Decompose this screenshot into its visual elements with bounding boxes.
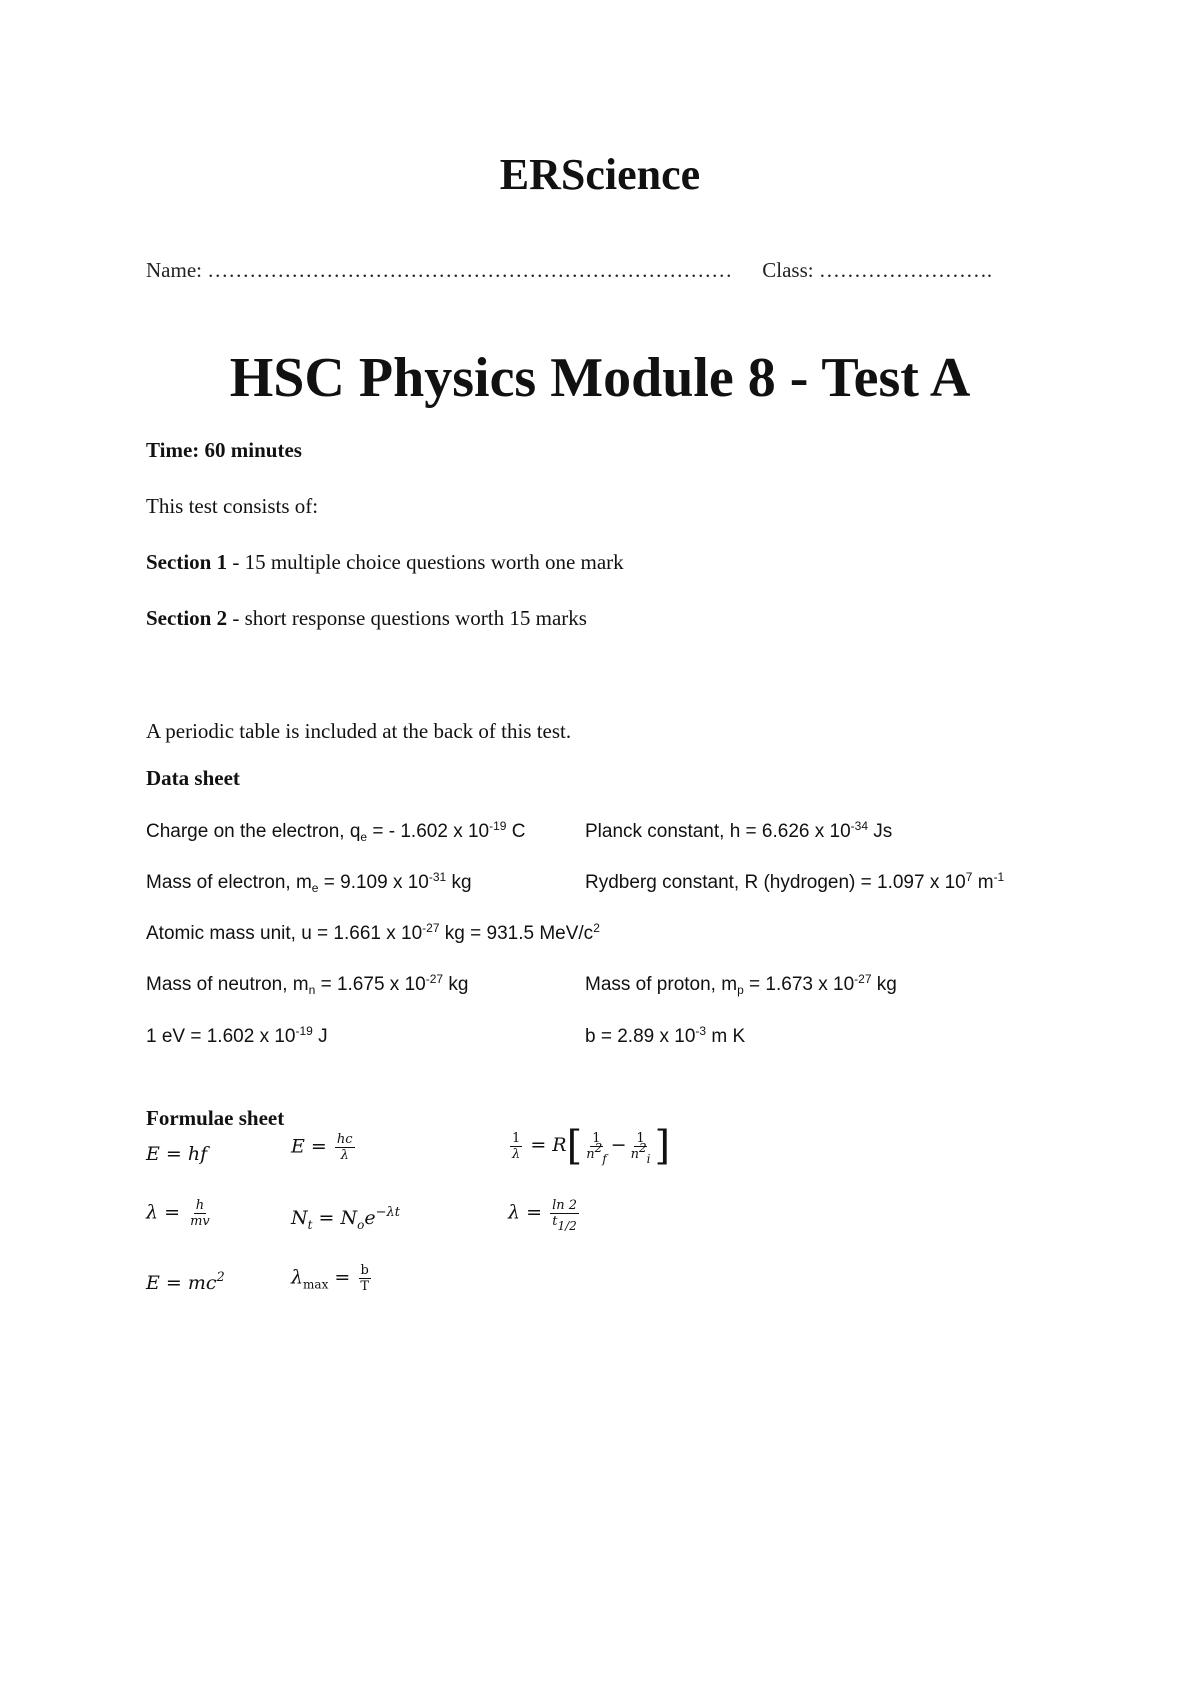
formula-radioactive-decay: $N_t = N_oe^{-\lambda t}$ xyxy=(291,1205,400,1232)
formula-decay-constant: λ = $\frac{\ln 2}{t_{1/2}}$ xyxy=(508,1198,577,1233)
section-1 xyxy=(146,548,624,576)
formula-wien-law: $\lambda_{max}$ = $\frac{b}{T}$ xyxy=(291,1263,370,1294)
section-2 xyxy=(146,604,587,632)
electron-volt: 1 eV = 1.602 x $10^{-19}$ J xyxy=(146,1024,328,1047)
section-2-text: - short response questions worth 15 marks xyxy=(227,606,587,630)
rydberg-constant: Rydberg constant, R (hydrogen) = 1.097 x $10^7$ $m^{-1}$ xyxy=(585,870,1005,893)
mass-proton: Mass of proton, $m_p = 1.673$ x $10^{-27}$ kg xyxy=(585,972,897,997)
formulae-sheet-heading: Formulae sheet xyxy=(146,1106,285,1130)
periodic-table-note: A periodic table is included at the back of this test. xyxy=(146,719,572,743)
formula-rydberg: $\frac{1}{\lambda}$ = R[ $\frac{1}{n^2_f}$ − $\frac{1}{n^2_i}$ ] xyxy=(512,1123,671,1169)
formula-energy-wavelength: E = $\frac{hc}{\lambda}$ xyxy=(291,1132,353,1163)
mass-neutron: Mass of neutron, $m_n = 1.675$ x $10^{-27}$ kg xyxy=(146,972,469,997)
wien-constant: b = 2.89 x $10^{-3}$ m K xyxy=(585,1024,746,1047)
intro-text: This test consists of: xyxy=(146,494,319,518)
formula-mass-energy: $E = mc^2$ xyxy=(146,1270,225,1294)
atomic-mass-unit: Atomic mass unit, u = 1.661 x $10^{-27}$ kg = 931.5 MeV/$c^2$ xyxy=(146,921,600,944)
section-1-label: Section 1 xyxy=(146,550,228,574)
brand-title: ERScience xyxy=(499,150,701,199)
time-limit: Time: 60 minutes xyxy=(146,438,302,462)
planck-constant: Planck constant, h = 6.626 x $10^{-34}$ Js xyxy=(585,819,893,842)
data-sheet-heading: Data sheet xyxy=(146,766,240,790)
formula-de-broglie: λ = $\frac{h}{mv}$ xyxy=(146,1198,210,1229)
section-1-text: - 15 multiple choice questions worth one mark xyxy=(227,550,624,574)
charge-electron: Charge on the electron, $q_e$ = - 1.602 x $10^{-19}$ C xyxy=(146,819,526,844)
name-field[interactable]: Name: ………………………………………………………………… xyxy=(146,258,733,282)
name-class-row xyxy=(146,258,992,283)
section-2-label: Section 2 xyxy=(146,606,228,630)
class-field[interactable]: Class: ……………………. xyxy=(762,258,993,282)
test-title: HSC Physics Module 8 - Test A xyxy=(229,347,971,409)
formula-photon-energy: E = hf xyxy=(146,1143,208,1165)
mass-electron: Mass of electron, $m_e = 9.109$ x $10^{-31}$ kg xyxy=(146,870,472,895)
